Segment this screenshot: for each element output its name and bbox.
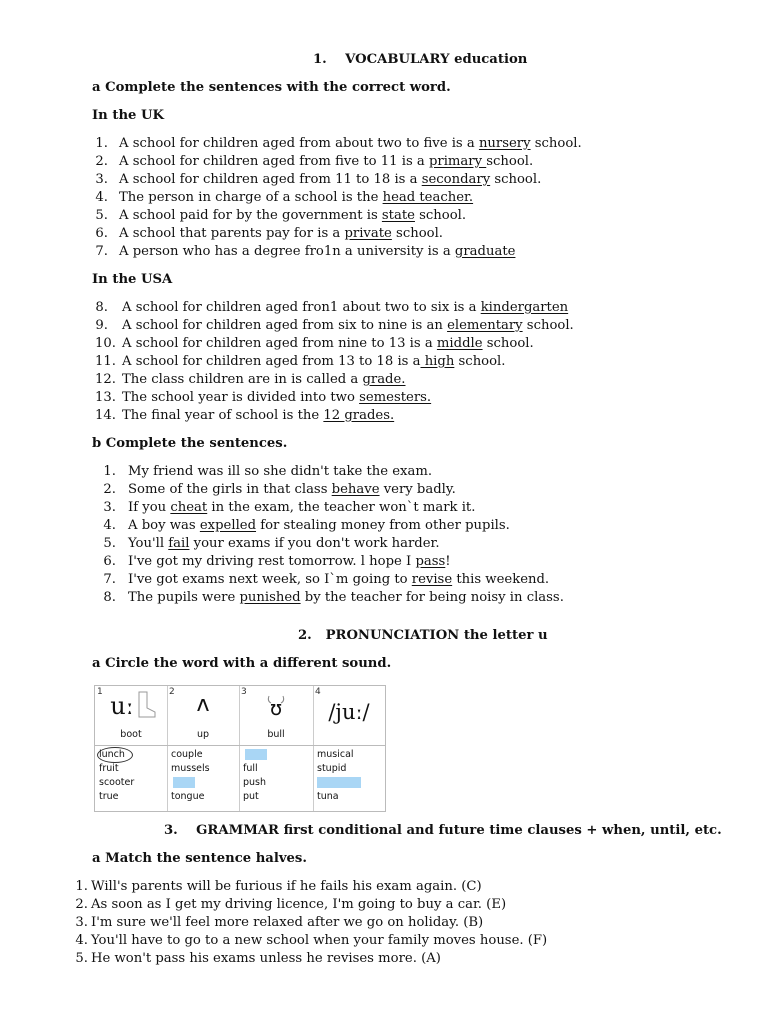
uk-subheading: In the UK	[92, 108, 164, 123]
answer: punished	[239, 590, 301, 605]
item-text: A school for children aged from 13 to 18 is a	[122, 354, 421, 369]
list-item: scooter	[99, 777, 135, 788]
item-number: 7.	[95, 244, 108, 259]
answer: state	[381, 208, 415, 223]
exercise-b-title: b Complete the sentences.	[92, 436, 288, 451]
item-number: 3.	[103, 500, 116, 515]
item-number: 5.	[95, 208, 108, 223]
divider	[239, 745, 313, 746]
item-number: 7.	[103, 572, 116, 587]
item-number: 8.	[103, 590, 116, 605]
item-text: very badly.	[379, 482, 456, 497]
answer: graduate	[454, 244, 516, 259]
list-item: fruit	[99, 763, 119, 774]
item-number: 3.	[95, 172, 108, 187]
item-text: A school for children aged from six to nine is an	[122, 318, 448, 333]
column-number: 1	[97, 687, 103, 697]
item-text: The pupils were	[128, 590, 240, 605]
item-text: school.	[490, 172, 542, 187]
item-number: 2.	[75, 897, 88, 912]
item-text: for stealing money from other pupils.	[256, 518, 510, 533]
answer: semesters.	[359, 390, 432, 405]
answer: fail	[168, 536, 190, 551]
item-number: 1.	[75, 879, 88, 894]
column-number: 2	[169, 687, 175, 697]
answer: primary	[428, 154, 487, 169]
sound-column	[313, 686, 385, 811]
answer: pass	[415, 554, 446, 569]
item-text: school.	[482, 336, 534, 351]
section-2-heading	[298, 628, 548, 644]
item-number: 11.	[95, 354, 116, 369]
item-number: 2.	[95, 154, 108, 169]
item-number: 9.	[95, 318, 108, 333]
item-text: The school year is divided into two	[122, 390, 360, 405]
list-item: true	[99, 791, 119, 802]
item-text: school.	[391, 226, 443, 241]
item-text: A school for children aged fron1 about two to six is a	[122, 300, 481, 315]
answer: behave	[331, 482, 380, 497]
key-word: up	[196, 729, 210, 740]
item-number: 5.	[103, 536, 116, 551]
column-number: 4	[315, 687, 321, 697]
item-text: school.	[414, 208, 467, 223]
item-text: The final year of school is the	[122, 408, 324, 423]
section-title: VOCABULARY education	[345, 52, 528, 67]
item-text: I'm sure we'll feel more relaxed after we go on holiday. (B)	[91, 915, 484, 930]
sound-column	[239, 686, 314, 811]
item-text: A school for children aged from nine to 13 is a	[122, 336, 437, 351]
item-text: He won't pass his exams unless he revises more. (A)	[91, 951, 441, 966]
item-text: I've got my driving rest tomorrow. l hope I	[128, 554, 416, 569]
item-text: this weekend.	[452, 572, 550, 587]
key-word: bull	[267, 729, 285, 740]
redacted-word	[245, 749, 267, 760]
item-text: Some of the girls in that class	[128, 482, 332, 497]
divider	[167, 745, 239, 746]
item-text: in the exam, the teacher won`t mark it.	[207, 500, 476, 515]
phonetic-symbol: /juː/	[328, 700, 370, 724]
redacted-word	[317, 777, 361, 788]
list-item: lunch	[99, 749, 125, 760]
item-text: A school for children aged from about two to five is a	[119, 136, 479, 151]
sound-column	[167, 686, 240, 811]
item-text: school.	[454, 354, 506, 369]
item-text: If you	[128, 500, 171, 515]
item-text: your exams if you don't work harder.	[189, 536, 440, 551]
item-number: 4.	[103, 518, 116, 533]
item-text: A boy was	[128, 518, 200, 533]
item-number: 5.	[75, 951, 88, 966]
answer: grade.	[362, 372, 406, 387]
item-text: The class children are in is called a	[122, 372, 363, 387]
sound-column	[95, 686, 168, 811]
item-text: A school for children aged from 11 to 18 is a	[119, 172, 422, 187]
section-number: 2.	[298, 628, 312, 643]
column-number: 3	[241, 687, 247, 697]
list-item: full	[243, 763, 258, 774]
answer: cheat	[170, 500, 208, 515]
answer: nursery	[478, 136, 531, 151]
list-item: push	[243, 777, 267, 788]
item-text: school.	[530, 136, 582, 151]
item-number: 6.	[103, 554, 116, 569]
answer: middle	[436, 336, 483, 351]
item-text: You'll have to go to a new school when your family moves house. (F)	[91, 933, 548, 948]
phonetic-symbol: uː	[110, 692, 134, 720]
phonetic-symbol: ʊ	[269, 696, 283, 720]
item-number: 13.	[95, 390, 116, 405]
item-text: school.	[486, 154, 534, 169]
answer: head teacher.	[382, 190, 474, 205]
answer: revise	[411, 572, 453, 587]
section-title: PRONUNCIATION the letter u	[325, 628, 548, 643]
exercise-2a-title: a Circle the word with a different sound.	[92, 656, 392, 671]
item-text: A school paid for by the government is	[119, 208, 382, 223]
redacted-word	[173, 777, 195, 788]
exercise-3a-title: a Match the sentence halves.	[92, 851, 307, 866]
section-number: 1.	[313, 52, 327, 67]
item-text: Will's parents will be furious if he fails his exam again. (C)	[91, 879, 482, 894]
pronunciation-table	[94, 685, 386, 812]
item-number: 4.	[95, 190, 108, 205]
divider	[313, 745, 385, 746]
item-text: I've got exams next week, so I`m going to	[128, 572, 412, 587]
answer: elementary	[447, 318, 523, 333]
item-number: 8.	[95, 300, 108, 315]
list-item: musical	[317, 749, 354, 760]
item-number: 10.	[95, 336, 116, 351]
list-item: stupid	[317, 763, 347, 774]
list-item: tuna	[317, 791, 339, 802]
phonetic-symbol: ʌ	[196, 692, 210, 717]
divider	[95, 745, 167, 746]
list-item: mussels	[171, 763, 210, 774]
item-text: The person in charge of a school is the	[119, 190, 383, 205]
item-text: You'll	[128, 536, 169, 551]
item-text: My friend was ill so she didn't take the exam.	[128, 464, 433, 479]
item-text: school.	[522, 318, 574, 333]
answer: expelled	[199, 518, 257, 533]
item-text: A person who has a degree fro1n a university is a	[119, 244, 455, 259]
item-number: 1.	[95, 136, 108, 151]
section-number: 3.	[164, 823, 178, 838]
list-item: put	[243, 791, 259, 802]
answer: 12 grades.	[323, 408, 395, 423]
section-1-heading	[313, 52, 527, 68]
item-text: !	[445, 554, 451, 569]
answer: high	[420, 354, 455, 369]
item-number: 14.	[95, 408, 116, 423]
item-number: 4.	[75, 933, 88, 948]
item-text: by the teacher for being noisy in class.	[300, 590, 564, 605]
item-text: A school that parents pay for is a	[119, 226, 345, 241]
list-item: tongue	[171, 791, 205, 802]
key-word: boot	[120, 729, 142, 740]
item-number: 3.	[75, 915, 88, 930]
list-item: couple	[171, 749, 203, 760]
item-text: A school for children aged from five to 11 is a	[119, 154, 429, 169]
exercise-a-title: a Complete the sentences with the correct word.	[92, 80, 451, 95]
answer: private	[344, 226, 392, 241]
section-3-heading	[164, 823, 722, 839]
usa-subheading: In the USA	[92, 272, 173, 287]
item-number: 1.	[103, 464, 116, 479]
answer: secondary	[421, 172, 491, 187]
item-text: As soon as I get my driving licence, I'm going to buy a car. (E)	[91, 897, 507, 912]
item-number: 2.	[103, 482, 116, 497]
item-number: 12.	[95, 372, 116, 387]
item-number: 6.	[95, 226, 108, 241]
section-title: GRAMMAR first conditional and future time clauses + when, until, etc.	[196, 823, 722, 838]
answer: kindergarten	[480, 300, 569, 315]
